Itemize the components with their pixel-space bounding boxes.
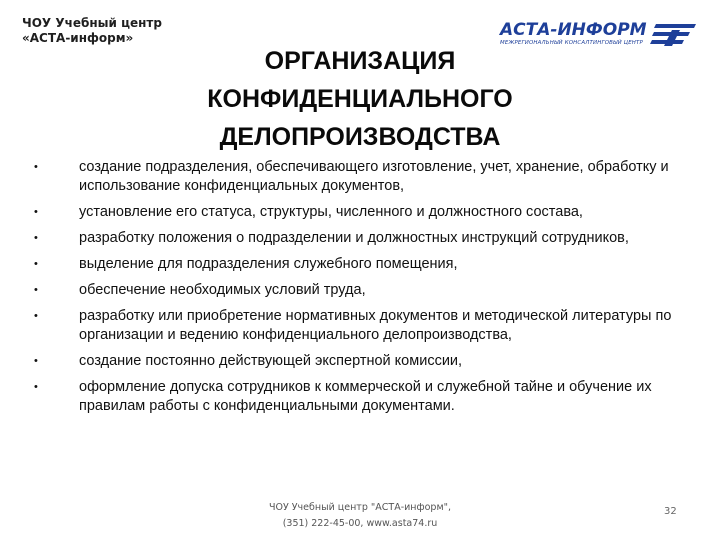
- bullet-icon: •: [34, 310, 38, 322]
- title-line1: ОРГАНИЗАЦИЯ: [264, 47, 456, 75]
- bullet-icon: •: [34, 258, 38, 270]
- slide-title: [120, 42, 600, 156]
- title-line2: КОНФИДЕНЦИАЛЬНОГО: [207, 85, 513, 113]
- brand-stripes-icon: [650, 22, 698, 48]
- list-item: [34, 203, 694, 222]
- bullet-icon: •: [34, 381, 38, 393]
- bullet-icon: •: [34, 161, 38, 173]
- footer-contact: [240, 500, 480, 532]
- brand-subtitle: МЕЖРЕГИОНАЛЬНЫЙ КОНСАЛТИНГОВЫЙ ЦЕНТР: [500, 40, 644, 46]
- list-item-text: установление его статуса, структуры, численного и должностного состава,: [79, 204, 583, 220]
- bullet-icon: •: [34, 355, 38, 367]
- list-item: [34, 378, 694, 416]
- list-item: [34, 352, 694, 371]
- list-item-text: разработку положения о подразделении и должностных инструкций сотрудников,: [79, 230, 629, 246]
- org-name-line1: ЧОУ Учебный центр: [22, 16, 162, 30]
- org-name-line2: «АСТА-информ»: [22, 31, 134, 45]
- bullet-list: [34, 158, 694, 423]
- list-item: [34, 229, 694, 248]
- footer-line1: ЧОУ Учебный центр "АСТА-информ",: [268, 502, 452, 513]
- list-item-text: создание подразделения, обеспечивающего изготовление, учет, хранение, обработку и использование конфиденциальных документов,: [79, 159, 669, 194]
- list-item: [34, 307, 694, 345]
- list-item: [34, 255, 694, 274]
- list-item-text: обеспечение необходимых условий труда,: [79, 282, 366, 298]
- list-item-text: разработку или приобретение нормативных документов и методической литературы по организации и ведению конфиденциального делопроизводства,: [79, 308, 672, 343]
- brand-name: АСТА-ИНФОРМ: [500, 20, 647, 40]
- list-item: [34, 281, 694, 300]
- page-number: 32: [664, 506, 677, 517]
- bullet-icon: •: [34, 206, 38, 218]
- list-item-text: создание постоянно действующей экспертной комиссии,: [79, 353, 463, 369]
- title-line3: ДЕЛОПРОИЗВОДСТВА: [219, 123, 501, 151]
- bullet-icon: •: [34, 232, 38, 244]
- list-item: [34, 158, 694, 196]
- list-item-text: оформление допуска сотрудников к коммерческой и служебной тайне и обучение их правилам работы с конфиденциальными документами.: [79, 379, 652, 414]
- footer-line2: (351) 222-45-00, www.asta74.ru: [282, 518, 438, 529]
- bullet-icon: •: [34, 284, 38, 296]
- list-item-text: выделение для подразделения служебного помещения,: [79, 256, 458, 272]
